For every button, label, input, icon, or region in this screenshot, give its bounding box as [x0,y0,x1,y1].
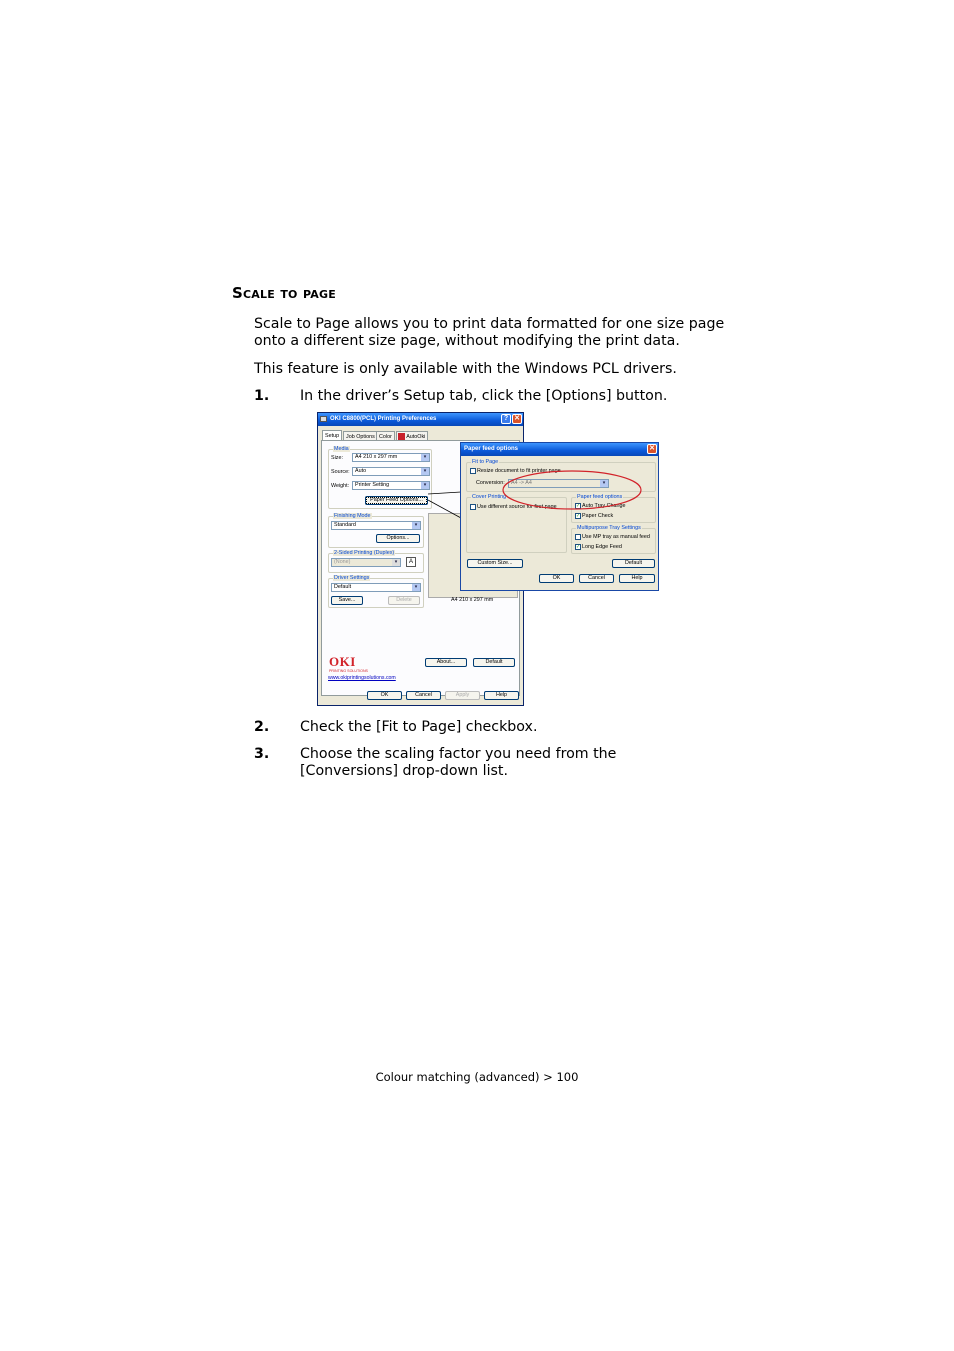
dialog-title: OKI C8800(PCL) Printing Preferences [330,416,437,422]
step-2-text: Check the [Fit to Page] checkbox. [300,719,538,735]
chevron-down-icon: ▾ [421,454,429,461]
step-3-number: 3. [254,746,270,762]
auto-tray-checkbox[interactable]: ✓ [576,503,581,509]
default-button[interactable]: Default [473,658,515,667]
about-button[interactable]: About... [425,658,467,667]
resize-checkbox[interactable] [470,468,476,474]
conversion-select[interactable] [508,479,609,488]
chevron-down-icon: ▾ [421,468,429,475]
weight-select[interactable] [352,481,430,490]
finishing-group-label: Finishing Mode [334,513,371,519]
oki-logo: OKI [329,654,356,669]
help-icon[interactable]: ? [501,414,511,424]
close-icon[interactable]: ✕ [512,414,522,424]
driver-group-label: Driver Settings [334,575,370,581]
source-select[interactable] [352,467,430,476]
cover-label: Use different source for first page [477,504,557,510]
tab-job-options[interactable]: Job Options [343,431,378,441]
feed-ok-button[interactable]: OK [539,574,574,583]
media-group-label: Media [334,446,349,452]
save-button[interactable]: Save... [331,596,363,605]
paper-check-label: Paper Check [582,513,614,519]
oki-website-link[interactable]: www.okiprintingsolutions.com [328,675,396,681]
source-value: Auto [355,468,367,474]
paper-check-checkbox[interactable]: ✓ [576,513,581,519]
pfo-group-label: Paper feed options [577,494,623,500]
paper-feed-options-button[interactable]: Paper Feed Options... [365,496,428,505]
chevron-down-icon: ▾ [392,559,400,566]
chevron-down-icon: ▾ [421,482,429,489]
mp-manual-label: Use MP tray as manual feed [582,534,650,540]
step-1-number: 1. [254,388,270,404]
conversion-label: Conversion: [476,480,505,486]
auto-tray-label: Auto Tray Change [582,503,626,509]
close-icon[interactable]: ✕ [647,444,657,454]
conversion-value: A4 -> A4 [511,480,532,486]
ok-button[interactable]: OK [367,691,402,700]
driver-value: Default [334,584,352,590]
weight-value: Printer Setting [355,482,390,488]
size-value: A4 210 x 297 mm [355,454,398,460]
duplex-icon: A [406,557,416,567]
preview-size-label: A4 210 x 297 mm [451,597,494,603]
cover-group-label: Cover Printing [472,494,507,500]
mp-group-label: Multipurpose Tray Settings [577,525,641,531]
tab-color[interactable]: Color [376,431,395,441]
chevron-down-icon: ▾ [412,584,420,591]
step-1-text: In the driver’s Setup tab, click the [Options] button. [300,388,668,404]
mp-tray-group [571,525,656,554]
duplex-value: (None) [334,559,351,565]
printer-icon [320,416,327,422]
intro-paragraph-1: Scale to Page allows you to print data formatted for one size page onto a different size page, without modifying the print data. [254,316,725,349]
oki-tagline: PRINTING SOLUTIONS [329,669,368,673]
long-edge-checkbox[interactable]: ✓ [576,544,581,550]
resize-label: Resize document to fit printer page [477,468,561,474]
step-2-number: 2. [254,719,270,735]
options-button[interactable]: Options... [376,534,420,543]
size-select[interactable] [352,453,430,462]
chevron-down-icon: ▾ [600,480,608,487]
delete-button[interactable]: Delete [388,596,420,605]
fit-group-label: Fit to Page [472,459,499,465]
step-3-text: Choose the scaling factor you need from the [Conversions] drop-down list. [300,746,617,779]
feed-help-button[interactable]: Help [619,574,655,583]
weight-label: Weight: [331,483,350,489]
duplex-group-label: 2-Sided Printing (Duplex) [334,550,395,556]
driver-settings-select[interactable] [331,583,421,592]
chevron-down-icon: ▾ [412,522,420,529]
apply-button[interactable]: Apply [445,691,480,700]
source-label: Source: [331,469,350,475]
section-heading: Scale to page [232,284,336,302]
custom-size-button[interactable]: Custom Size... [467,559,523,568]
finishing-value: Standard [334,522,356,528]
paper-feed-options-dialog [460,442,659,591]
cancel-button[interactable]: Cancel [406,691,441,700]
page-footer: Colour matching (advanced) > 100 [375,1070,579,1084]
size-label: Size: [331,455,343,461]
feed-default-button[interactable]: Default [612,559,655,568]
duplex-select[interactable] [331,558,401,567]
printing-preferences-titlebar [318,413,523,426]
tab-autooki-label: AutoOki [406,434,426,440]
feed-cancel-button[interactable]: Cancel [579,574,614,583]
mp-manual-checkbox[interactable] [575,534,581,540]
paper-feed-options-group [571,494,656,523]
cover-checkbox[interactable] [470,504,476,510]
help-button[interactable]: Help [484,691,519,700]
intro-paragraph-2: This feature is only available with the Windows PCL drivers. [254,361,677,377]
finishing-select[interactable] [331,521,421,530]
long-edge-label: Long Edge Feed [582,544,622,550]
feed-dialog-title: Paper feed options [464,446,519,452]
tab-setup[interactable]: Setup [322,430,342,441]
paper-feed-titlebar [461,443,658,456]
